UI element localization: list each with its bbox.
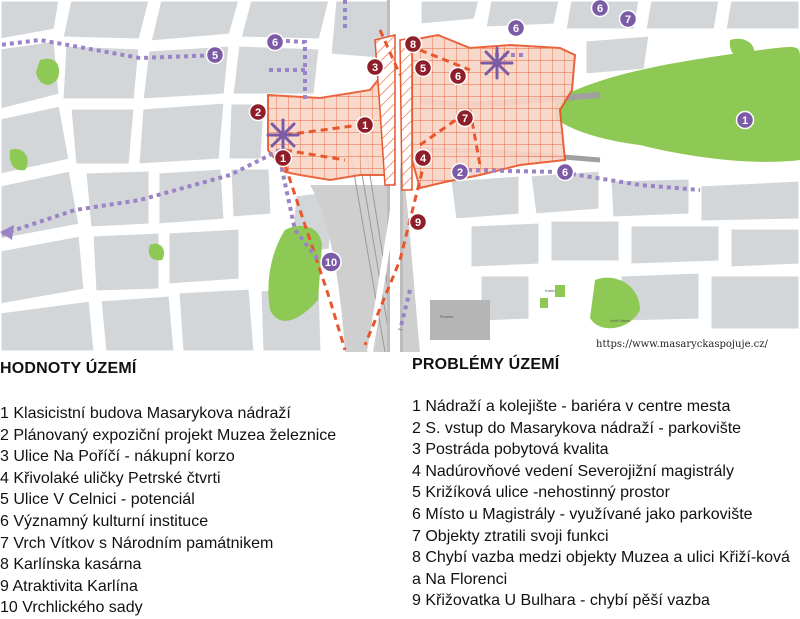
problem-marker-label: 7 [461, 113, 469, 125]
problem-item: 6 Místo u Magistrály - využívané jako parkovište [412, 505, 753, 523]
value-marker-label: 6 [561, 167, 569, 179]
values-title: HODNOTY ÚZEMÍ [0, 360, 137, 377]
value-item: 5 Ulice V Celnici - potenciál [0, 491, 195, 509]
values-panel [0, 352, 398, 619]
value-marker-label: 7 [624, 14, 632, 26]
value-item: 3 Ulice Na Poříčí - nákupní korzo [0, 448, 235, 466]
value-marker-label: 6 [271, 37, 279, 49]
problem-marker-label: 3 [371, 62, 379, 74]
svg-text:Karlín: Karlín [545, 288, 556, 293]
value-item: 10 Vrchlického sady [0, 599, 143, 617]
value-item: 7 Vrch Vítkov s Národním památnikem [0, 534, 274, 552]
value-item: 1 Klasicistní budova Masarykova nádraží [0, 405, 291, 422]
problem-marker-label: 8 [409, 39, 417, 51]
asterisk-icon [482, 48, 512, 78]
value-marker-label: 10 [324, 257, 338, 269]
value-marker-label: 6 [512, 23, 520, 35]
problem-item: 5 Križíková ulice -nehostinný prostor [412, 484, 670, 502]
problem-marker-label: 2 [254, 107, 262, 119]
problem-item: 3 Postráda pobytová kvalita [412, 441, 609, 459]
value-marker-label: 6 [596, 3, 604, 15]
problem-item: 2 S. vstup do Masarykova nádraží - parkovište [412, 419, 742, 437]
problems-list [412, 396, 800, 612]
problem-item: 1 Nádraží a kolejište - bariéra v centre mesta [412, 398, 731, 415]
problem-item: 7 Objekty ztratili svoji funkci [412, 527, 609, 545]
value-item: 9 Atraktivita Karlína [0, 577, 138, 595]
value-marker-label: 2 [456, 167, 464, 179]
source-url[interactable]: https://www.masaryckaspojuje.cz/ [596, 339, 768, 350]
problem-item: 8 Chybí vazba medzi objekty Muzea a ulici Křiží-ková a Na Florenci [412, 549, 790, 588]
problem-item: 9 Křižovatka U Bulhara - chybí pěší vazba [412, 592, 710, 610]
svg-text:Vrch Vítkov: Vrch Vítkov [610, 318, 631, 323]
value-marker-label: 5 [211, 50, 219, 62]
problem-marker-label: 6 [454, 71, 462, 83]
problem-marker-label: 1 [361, 120, 369, 132]
problem-marker-label: 9 [414, 217, 422, 229]
problems-title: PROBLÉMY ÚZEMÍ [412, 356, 560, 373]
problems-panel [412, 352, 800, 612]
value-item: 8 Karlínska kasárna [0, 556, 142, 574]
problem-marker-label: 1 [279, 153, 287, 165]
value-marker-label: 1 [741, 115, 749, 127]
problem-marker-label: 4 [419, 153, 427, 165]
asterisk-icon [268, 120, 298, 150]
svg-text:Florenc: Florenc [440, 314, 454, 319]
value-item: 2 Plánovaný expoziční projekt Muzea železnice [0, 426, 337, 444]
value-item: 6 Významný kulturní instituce [0, 512, 209, 530]
problem-item: 4 Nadúrovňové vedení Severojižní magistrály [412, 462, 734, 480]
problem-marker-label: 5 [419, 63, 427, 75]
value-item: 4 Křivolaké uličky Petrské čtvrti [0, 469, 221, 487]
values-list [0, 403, 398, 619]
